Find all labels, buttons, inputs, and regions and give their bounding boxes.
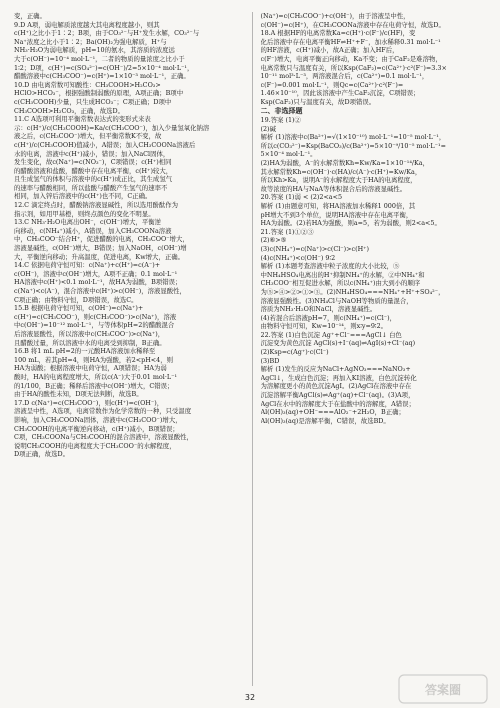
right-column bbox=[261, 12, 491, 686]
left-column-line: 且醋酸过量，所以溶液中水的电离受到抑制，B正确。 bbox=[14, 338, 166, 347]
right-column-line: (2)Ksp=c(Ag⁺)·c(Cl⁻) bbox=[260, 348, 329, 357]
left-column-line: c(Na⁺)<c(A⁻)，混合溶液中c(H⁺)>c(OH⁻)，溶液显酸性， bbox=[14, 287, 186, 295]
right-column-line: 的HF溶液，c(H⁺)减小，故A正确；加入HF后， bbox=[260, 46, 399, 55]
left-column-line: NH₃·H₂O为弱电解质，pH=10的氨水，其溶质的浓度远 bbox=[14, 46, 175, 55]
right-column-line: pH增大不到3个单位，说明HA溶液中存在电离平衡， bbox=[260, 210, 413, 219]
right-column-line: c(F⁻)增大，电离平衡正向移动，Ka不变；由于CaF₂是难溶物， bbox=[260, 54, 442, 63]
right-column-line: 故等浓度的HA与NaA等体积混合后的溶液显碱性。 bbox=[260, 184, 407, 193]
right-column-line: Al(OH)₃(aq)是溶解平衡，C错误，故选BD。 bbox=[260, 416, 390, 425]
right-column-line: 10⁻¹¹ mol³·L⁻³，两溶液混合后，c(Ca²⁺)=0.1 mol·L⁻¹， bbox=[260, 72, 429, 81]
right-column-line: (3)c(NH₄⁺)=c(Na⁺)>c(Cl⁻)>c(H⁺) bbox=[260, 244, 370, 253]
right-column-line: 沉淀变为黄色沉淀 AgCl(s)+I⁻(aq)⇌AgI(s)+Cl⁻(aq) bbox=[260, 339, 416, 348]
left-column-line: 酸时，HA的电离程度增大，所以c(A⁻)大于0.01 mol·L⁻¹ bbox=[14, 372, 178, 381]
left-column-line: 14.C 依据电荷守恒可知：c(Na⁺)+c(H⁺)=c(A⁻)+ bbox=[14, 261, 161, 270]
right-column-line: Al(OH)₃(aq)+OH⁻===AlO₂⁻+2H₂O，B正确； bbox=[260, 408, 405, 417]
left-column-line: c(CH₃COOH)少量，只生成HCO₃⁻；C项正确；D项中 bbox=[14, 97, 172, 106]
right-column-line: 解析 (1)由题意可知，将HA溶液加水稀释1 000倍，其 bbox=[260, 201, 416, 210]
right-column-line: 18.A 根据HF的电离常数Ka=c(H⁺)·c(F⁻)/c(HF)，变 bbox=[260, 29, 416, 38]
left-column-line: c(OH⁻)，溶液中c(OH⁻)增大，A项不正确；0.1 mol·L⁻¹ bbox=[14, 269, 178, 278]
left-column-line: D项正确，故选D。 bbox=[14, 450, 69, 459]
left-column-line: c(H⁺)之比小于1∶2；B项，由于CO₃²⁻与H⁺发生水解，CO₃²⁻与 bbox=[14, 29, 200, 38]
right-column-line: 电离常数只与温度有关，所以Ksp(CaF₂)=c(Ca²⁺)·c²(F⁻)=3.3× bbox=[260, 63, 447, 72]
left-column-line: C项，CH₃COONa与CH₃COOH的混合溶液中，溶液显酸性， bbox=[14, 433, 193, 442]
left-column-line: 说明CH₃COOH的电离程度大于CH₃COO⁻的水解程度， bbox=[14, 441, 176, 450]
left-column-line: 的速率与醋酸相同，所以盐酸与醋酸产生氢气的速率不 bbox=[14, 183, 168, 192]
left-column-line: 大于c(OH⁻)=10⁻⁴ mol·L⁻¹，二者的物质的量浓度之比小于 bbox=[14, 54, 185, 63]
right-column-line: 5×10⁻⁴ mol·L⁻¹。 bbox=[260, 150, 317, 159]
right-column-line: 为溶解度更小的黄色沉淀AgI。(2)AgCl在溶液中存在 bbox=[260, 382, 412, 391]
left-column-line: 15.B 根据电荷守恒可知，c(OH⁻)=c(Na⁺)+ bbox=[14, 304, 144, 313]
right-column-line: (2)HA为弱酸，A⁻的水解常数Kh=Kw/Ka=1×10⁻¹⁴/Ka， bbox=[260, 159, 430, 167]
right-column-line: Ksp(CaF₂)只与温度有关，故D项错误。 bbox=[260, 97, 376, 106]
column-divider bbox=[252, 12, 253, 686]
left-column-line: 溶液显碱性，c(OH⁻)增大，B错误；加入NaOH，c(OH⁻)增 bbox=[14, 244, 187, 253]
left-column-line: HA溶液中c(H⁺)<0.1 mol·L⁻¹，故HA为弱酸，B项错误； bbox=[14, 278, 182, 287]
left-column-line: 相同，加入锌后溶液中的c(H⁺)也不同，C正确。 bbox=[14, 192, 152, 201]
left-column-line: 变，正确。 bbox=[14, 12, 46, 20]
left-column-line: 指示剂，如用甲基橙，则终点颜色的变化不明显。 bbox=[14, 209, 155, 218]
left-column-line: 示：c(H⁺)/c(CH₃COOH)=Ka/c(CH₃COO⁻)，加入少量氢氧化钠溶 bbox=[14, 123, 210, 132]
left-column-line: 1∶2；D项，c(H⁺)=c(SO₄²⁻)=c(OH⁻)/2=5×10⁻⁴ mol·L⁻¹， bbox=[14, 63, 194, 72]
left-column-line: 中c(OH⁻)=10⁻¹² mol·L⁻¹，与等体积pH=2的醋酸混合 bbox=[14, 321, 175, 330]
right-column-line: 其水解常数Kh=c(OH⁻)·c(HA)/c(A⁻)·c(H⁺)=Kw/Ka， bbox=[260, 167, 422, 176]
right-column-line: AgCl在水中的溶解度大于在盐酸中的溶解度，A错误； bbox=[260, 399, 415, 408]
right-column-line: 化后溶液中存在电离平衡HF⇌H⁺+F⁻，加水稀释0.31 mol·L⁻¹ bbox=[260, 37, 441, 46]
left-column-line: 12.C 滴定终点时，醋酸钠溶液显碱性，所以选用酚酞作为 bbox=[14, 201, 179, 210]
svg-text:答案圈: 答案圈 bbox=[424, 683, 462, 697]
left-column-line: c(H⁺)/c(CH₃COOH)值减小，A错误；加入CH₃COONa溶液后 bbox=[14, 140, 196, 149]
left-column-line: 的1/100，B正确；稀释后溶液中c(OH⁻)增大，C错误； bbox=[14, 381, 174, 390]
right-column-line: 解析 (1)发生的反应为NaCl+AgNO₃===NaNO₃+ bbox=[260, 365, 411, 374]
left-column-line: Na⁺浓度之比小于1∶2；Ba(OH)₂为强电解质，H⁺与 bbox=[14, 37, 167, 46]
left-column-line: 大，平衡逆向移动；升高温度，促进电离，Kw增大，正确。 bbox=[14, 252, 185, 261]
right-column-line: (Na⁺)=c(CH₃COO⁻)+c(OH⁻)，由于溶液呈中性， bbox=[260, 12, 410, 20]
right-column-line: 为⑤>④>②>①>③。(2)NH₄HSO₄===NH₄⁺+H⁺+SO₄²⁻， bbox=[260, 287, 445, 296]
right-column-line: (4)若混合后溶液pH=7，则c(NH₄⁺)=c(Cl⁻)， bbox=[260, 313, 397, 322]
right-column-line: (4)c(NH₄⁺)<c(OH⁻) 9∶2 bbox=[260, 253, 336, 262]
left-column-line: 的醋酸溶液和盐酸，醋酸中存在电离平衡，c(H⁺)较大， bbox=[14, 166, 173, 175]
left-column-line: CH₃COOH>H₂CO₃，正确，故选D。 bbox=[14, 106, 125, 115]
left-column-line: 由于HA的酸性未知，D项无法判断，故选B。 bbox=[14, 390, 143, 399]
left-column-line: 水的电离，溶液中c(H⁺)减小，错误；加入NaCl固体， bbox=[14, 149, 170, 158]
left-column-line: C项正确；由物料守恒，D项错误，故选C。 bbox=[14, 295, 138, 304]
right-column-line: 20.答案 (1)弱 < (2)2<a<5 bbox=[260, 193, 343, 202]
right-column-line: 由物料守恒可知，Kw=10⁻¹⁴，则x∶y=9∶2。 bbox=[260, 322, 388, 331]
right-column-line: 19.答案 (1)② bbox=[260, 116, 301, 125]
watermark-logo bbox=[398, 674, 488, 704]
right-column-line: (2)⑥>⑤ bbox=[260, 236, 287, 245]
right-column-line: 22.答案 (1)白色沉淀 Ag⁺+Cl⁻===AgCl↓ 白色 bbox=[260, 330, 402, 339]
left-column bbox=[14, 12, 244, 686]
right-column-line: (2)碱 bbox=[260, 124, 276, 133]
right-column-line: 二、非选择题 bbox=[260, 106, 303, 115]
left-column-line: 溶液呈中性，A选项，电离常数作为化学常数的一种，只受温度 bbox=[14, 407, 192, 416]
right-column-line: 溶质为NH₃·H₂O和NaCl，溶液显碱性。 bbox=[260, 305, 377, 314]
right-column-line: HA为弱酸。(2)若HA为强酸，则a=5，若为弱酸，则2<a<5。 bbox=[260, 219, 441, 228]
right-column-line: (3)BD bbox=[260, 356, 280, 365]
left-column-line: 醋酸溶液中c(CH₃COO⁻)=c(H⁺)=1×10⁻³ mol·L⁻¹，正确。 bbox=[14, 72, 190, 81]
page-body bbox=[14, 12, 490, 686]
right-column-line: 1.46×10⁻¹⁰，因此该溶液中产生CaF₂沉淀，C项错误； bbox=[260, 89, 420, 98]
left-column-line: 10.D 由电离常数可知酸性：CH₃COOH>H₂CO₃> bbox=[14, 80, 161, 89]
left-column-line: 中，CH₃COO⁻结合H⁺，促进醋酸的电离，CH₃COO⁻增大， bbox=[14, 235, 189, 244]
left-column-line: 后溶液显酸性，所以溶液中c(CH₃COO⁻)>c(Na⁺)， bbox=[14, 329, 165, 338]
right-column-line: 溶液显强酸性。(3)NH₄Cl与NaOH等物质的量混合， bbox=[260, 296, 413, 305]
right-column-line: 解析 (1)本题考查溶液中粒子浓度的大小比较，⑤ bbox=[260, 262, 400, 271]
left-column-line: 13.C NH₃·H₂O电离出OH⁻，c(OH⁻)增大，平衡逆 bbox=[14, 218, 162, 227]
left-column-line: CH₃COOH的电离平衡逆向移动，c(H⁺)减小，B项错误； bbox=[14, 424, 179, 433]
right-column-line: 沉淀溶解平衡AgCl(s)⇌Ag⁺(aq)+Cl⁻(aq)。(3)A项， bbox=[260, 391, 415, 400]
left-column-line: 100 mL，若其pH=4，则HA为强酸，若2<pH<4，则 bbox=[14, 355, 173, 364]
left-column-line: c(H⁺)=c(CH₃COO⁻)，则c(CH₃COO⁻)>c(Na⁺)，溶液 bbox=[14, 312, 177, 321]
left-column-line: 影响，加入CH₃COONa固体，溶液中c(CH₃COO⁻)增大， bbox=[14, 415, 182, 424]
right-column-line: CH₃COO⁻相互促进水解，所以c(NH₄⁺)由大到小的顺序 bbox=[260, 279, 421, 288]
right-column-line: 所以Kh>Ka，说明A⁻的水解程度大于HA的电离程度， bbox=[260, 176, 417, 185]
right-column-line: 解析 (1)溶液中c(Ba²⁺)=√(1×10⁻¹⁰) mol·L⁻¹=10⁻⁵ mol·L⁻¹， bbox=[260, 133, 446, 142]
right-column-line: c(F⁻)=0.001 mol·L⁻¹，则Qc=c(Ca²⁺)·c²(F⁻)= bbox=[260, 80, 404, 89]
right-column-line: 21.答案 (1)①②③ bbox=[260, 227, 314, 236]
left-column-line: 11.C A选项可利用平衡常数表达式的变形式来表 bbox=[14, 115, 151, 124]
left-column-line: HClO>HCO₃⁻，根据强酸制弱酸的原理，A项正确；B项中 bbox=[14, 89, 184, 98]
left-column-line: 发生变化，故c(Na⁺)=c(NO₃⁻)，C项错误；c(H⁺)相同 bbox=[14, 158, 172, 167]
right-column-line: 中NH₄HSO₄电离出的H⁺抑制NH₄⁺的水解，②中NH₄⁺和 bbox=[260, 270, 425, 279]
left-column-line: 9.D A项，弱电解质浓度越大其电离程度越小，则其 bbox=[14, 20, 160, 29]
left-column-line: 16.B 将1 mL pH=2的一元酸HA溶液加水稀释至 bbox=[14, 347, 156, 356]
left-column-line: 向移动，c(NH₄⁺)减小，A错误，加入CH₃COONa溶液 bbox=[14, 226, 172, 235]
page-number: 32 bbox=[244, 693, 256, 702]
left-column-line: 液之后，c(CH₃COO⁻)增大，但平衡常数K不变，故 bbox=[14, 132, 162, 141]
right-column-line: c(OH⁻)=c(H⁺)，在CH₃COONa溶液中存在电荷守恒，故选D。 bbox=[260, 20, 445, 29]
right-column-line: 所以c(CO₃²⁻)=Ksp(BaCO₃)/c(Ba²⁺)=5×10⁻⁹/10⁻⁵ mol·L⁻¹= bbox=[260, 141, 446, 150]
left-column-line: HA为弱酸；根据溶液中电荷守恒，A项错误；HA为弱 bbox=[14, 364, 167, 373]
right-column-line: AgCl↓，生成白色沉淀；再加入KI溶液，白色沉淀转化 bbox=[260, 373, 417, 382]
left-column-line: 17.D c(Na⁺)=c(CH₃COO⁻)，则c(H⁺)=c(OH⁻)， bbox=[14, 398, 164, 407]
left-column-line: 且生成氢气的体积与溶液中的c(H⁺)成正比，其生成氢气 bbox=[14, 175, 173, 184]
